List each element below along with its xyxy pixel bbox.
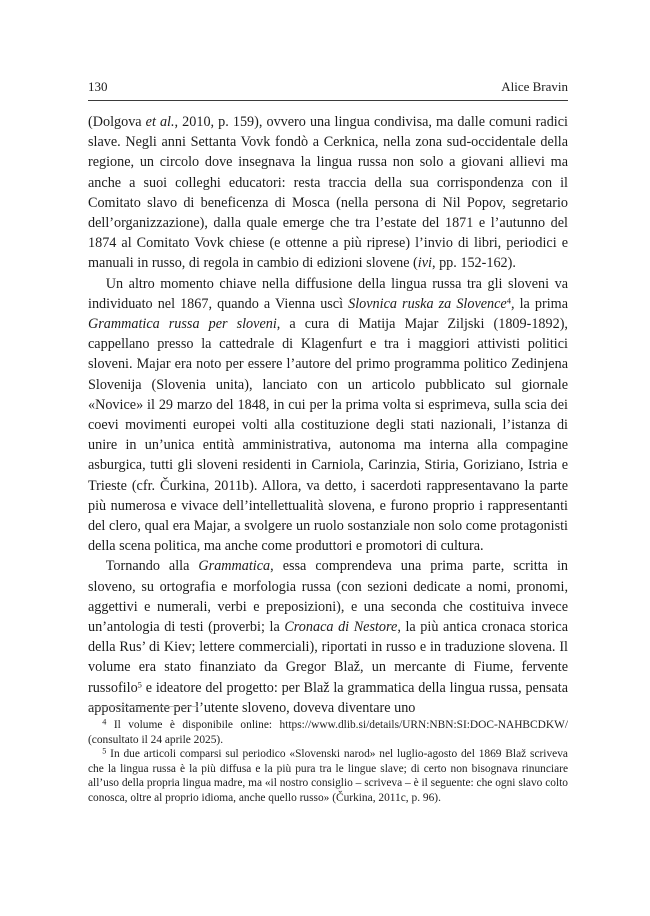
- paragraph-2: Un altro momento chiave nella diffusione della lingua russa tra gli sloveni va individuato nel 1867, quando a Vienna uscì Slovnica ruska za Slovence$^4$, la prima Grammatica russa per sloveni, a cura di Matija Majar Ziljski (1809-1892), cappellano presso la cattedrale di Klagenfurt e tra i maggiori attivisti politici sloveni. Majar era noto per essere l’autore del primo programma politico Zedinjena Slovenija (Slovenia unita), lanciato con un articolo pubblicato sul giornale «Novice» il 29 marzo del 1848, in cui per la prima volta si esprimeva, sulla scia dei coevi movimenti europei volti alla costituzione degli stati nazionali, l’istanza di unire in un’unica entità amministrativa, autonoma ma interna alla compagine asburgica, tutti gli sloveni residenti in Carniola, Carinzia, Stiria, Goriziano, Istria e Trieste (cfr. Čurkina, 2011b). Allora, va detto, i sacerdoti rappresentavano la parte più numerosa e vivace dell’intellettualità slovena, e furono proprio i rappresentanti del clero, qual era Majar, a svolgere un ruolo sostanziale non solo come protagonisti della scena politica, ma anche come produttori e promotori di cultura.: [88, 275, 568, 555]
- italic-slovnica-title: Slovnica ruska za Slovence: [348, 295, 507, 312]
- paragraph-3: Tornando alla Grammatica, essa comprendeva una prima parte, scritta in sloveno, su ortografia e morfologia russa (con sezioni dedicate a nomi, pronomi, aggettivi e numerali, verbi e preposizioni), e una seconda che costituiva invece un’antologia di testi (proverbi; la Cronaca di Nestore, la più antica cronaca storica della Rus’ di Kiev; lettere commerciali), riportati in russo e in traduzione slovena. Il volume era stato finanziato da Gregor Blaž, un mercante di Fiume, fervente russofilo$^5$ e ideatore del progetto: per Blaž la grammatica della lingua russa, pensata appositamente per l’utente sloveno, doveva diventare uno: [88, 558, 568, 716]
- footnote-ref-4[interactable]: 4: [506, 295, 511, 306]
- footnote-5: [88, 747, 568, 805]
- running-head-author: Alice Bravin: [501, 79, 568, 94]
- footnote-5-text: In due articoli comparsi sul periodico «Slovenski narod» nel luglio-agosto del 1869 Blaž scriveva che la lingua russa è la più diffusa e la più pura tra le lingue slave; di certo non bisognava rinunciare all’uso della propria lingua madre, ma «il nostro consiglio – scriveva – è il seguente: che ogni slavo colto conosca, oltre al proprio idioma, anche quello russo» (Čurkina, 2011c, p. 96).: [88, 748, 568, 804]
- footnote-mark-5: 5: [102, 746, 107, 756]
- running-header: [88, 78, 568, 96]
- page-number: 130: [88, 79, 108, 94]
- italic-grammatica-title: Grammatica russa per sloveni: [88, 316, 277, 333]
- footnote-4-text: Il volume è disponibile online: https://www.dlib.si/details/URN:NBN:SI:DOC-NAHBCDKW/ (consultato il 24 aprile 2025).: [88, 719, 568, 746]
- paragraph-1: (Dolgova et al., 2010, p. 159), ovvero una lingua condivisa, ma dalle comuni radici slave. Negli anni Settanta Vovk fondò a Cerknica, nella zona sud-occidentale della regione, un circolo dove insegnava la lingua russa non solo a giovani allievi ma anche a suoi colleghi educatori: resta traccia della sua corrispondenza con il Comitato slavo di beneficenza di Mosca (nella persona di Nil Popov, segretario dell’organizzazione), dalla quale emerge che tra l’estate del 1871 e l’autunno del 1874 al Comitato Vovk chiese (e ottenne a più riprese) l’invio di libri, periodici e manuali in russo, di regola in cambio di edizioni slovene (ivi, pp. 152-162).: [88, 114, 568, 272]
- body-text: [88, 112, 568, 718]
- italic-cronaca-title: Cronaca di Nestore: [284, 619, 398, 636]
- footnote-4: [88, 718, 568, 747]
- footnote-mark-4: 4: [102, 717, 107, 727]
- italic-et-al: et al.: [145, 114, 175, 130]
- italic-ivi: ivi: [417, 255, 432, 272]
- footnote-rule: [88, 706, 198, 707]
- header-rule: [88, 100, 568, 101]
- footnote-ref-5[interactable]: 5: [137, 679, 142, 690]
- footnotes: [88, 718, 568, 806]
- italic-grammatica: Grammatica: [198, 558, 271, 575]
